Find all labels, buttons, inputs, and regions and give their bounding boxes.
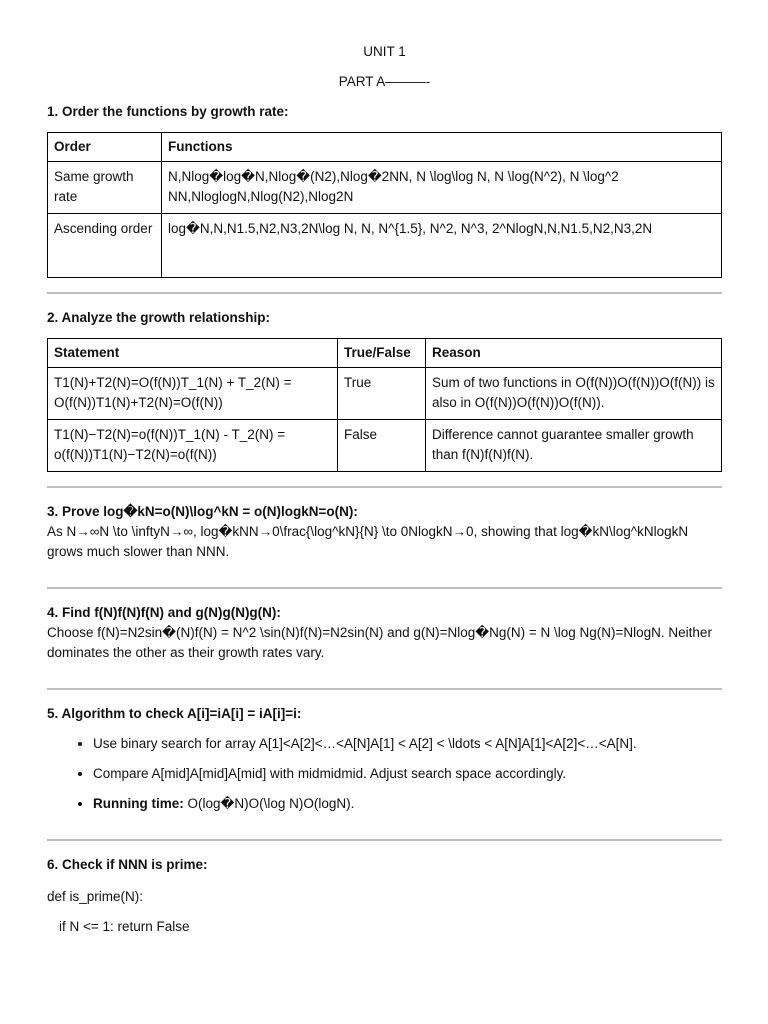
- code-line: def is_prime(N):: [47, 889, 144, 904]
- list-item: • Use binary search for array A[1]<A[2]<…<A[N]A[1] < A[2] < \ldots < A[N]A[1]<A[2]<…<A[N].: [93, 734, 722, 754]
- q5-heading: 5. Algorithm to check A[i]=iA[i] = iA[i]=i:: [47, 706, 302, 721]
- header-functions: Functions: [162, 133, 722, 162]
- growth-order-table: [47, 132, 722, 278]
- table-row: [48, 214, 722, 278]
- table-row: [48, 420, 722, 472]
- statement-cell: T1(N)−T2(N)=o(f(N))T_1(N) - T_2(N) = o(f(N))T1(N)−T2(N)=o(f(N)): [48, 420, 338, 472]
- statement-cell: T1(N)+T2(N)=O(f(N))T_1(N) + T_2(N) = O(f(N))T1(N)+T2(N)=O(f(N)): [48, 368, 338, 420]
- order-cell: Ascending order: [48, 214, 162, 278]
- q5-bullet-list: [47, 734, 722, 814]
- section-divider: [47, 688, 722, 690]
- q3-body: As N→∞N \to \inftyN→∞, log�kNN→0\frac{\log^kN}{N} \to 0NlogkN→0, showing that log�kN\log^kNlogkN grows much slower than NNN.: [47, 524, 689, 559]
- header-statement: Statement: [48, 339, 338, 368]
- q4-heading: 4. Find f(N)f(N)f(N) and g(N)g(N)g(N):: [47, 605, 281, 620]
- section-divider: [47, 292, 722, 294]
- list-item: • Compare A[mid]A[mid]A[mid] with midmidmid. Adjust search space accordingly.: [93, 764, 722, 784]
- q1-heading: 1. Order the functions by growth rate:: [47, 104, 289, 119]
- q2-heading: 2. Analyze the growth relationship:: [47, 310, 271, 325]
- table-row: [48, 162, 722, 214]
- functions-cell: log�N,N,N1.5,N2,N3,2N\log N, N, N^{1.5}, N^2, N^3, 2^NlogN,N,N1.5,N2,N3,2N: [162, 214, 722, 278]
- running-time-label: Running time:: [93, 796, 184, 811]
- functions-cell: N,Nlog�log�N,Nlog�(N2),Nlog�2NN, N \log\log N, N \log(N^2), N \log^2 NN,NloglogN,Nlog(N2),Nlog2N: [162, 162, 722, 214]
- running-time-value: O(log�N)O(\log N)O(logN).: [183, 796, 355, 811]
- document-page: [47, 42, 722, 947]
- header-order: Order: [48, 133, 162, 162]
- reason-cell: Difference cannot guarantee smaller growth than f(N)f(N)f(N).: [426, 420, 722, 472]
- header-true-false: True/False: [338, 339, 426, 368]
- section-divider: [47, 839, 722, 841]
- reason-cell: Sum of two functions in O(f(N))O(f(N))O(f(N)) is also in O(f(N))O(f(N))O(f(N)).: [426, 368, 722, 420]
- q4-body: Choose f(N)=N2sin�(N)f(N) = N^2 \sin(N)f(N)=N2sin(N) and g(N)=Nlog�Ng(N) = N \log Ng(N)=NlogN. Neither dominates the other as their growth rates vary.: [47, 625, 712, 660]
- order-cell: Same growth rate: [48, 162, 162, 214]
- unit-title: UNIT 1: [363, 44, 406, 59]
- table-header-row: [48, 133, 722, 162]
- table-header-row: [48, 339, 722, 368]
- header-reason: Reason: [426, 339, 722, 368]
- list-item: [93, 794, 722, 814]
- truth-value-cell: False: [338, 420, 426, 472]
- section-divider: [47, 486, 722, 488]
- code-line: if N <= 1: return False: [59, 919, 190, 934]
- code-block: [47, 887, 722, 937]
- section-divider: [47, 587, 722, 589]
- q3-heading: 3. Prove log�kN=o(N)\log^kN = o(N)logkN=o(N):: [47, 504, 358, 519]
- truth-value-cell: True: [338, 368, 426, 420]
- growth-relationship-table: [47, 338, 722, 472]
- table-row: [48, 368, 722, 420]
- part-title: PART A———-: [338, 74, 431, 89]
- q6-heading: 6. Check if NNN is prime:: [47, 857, 208, 872]
